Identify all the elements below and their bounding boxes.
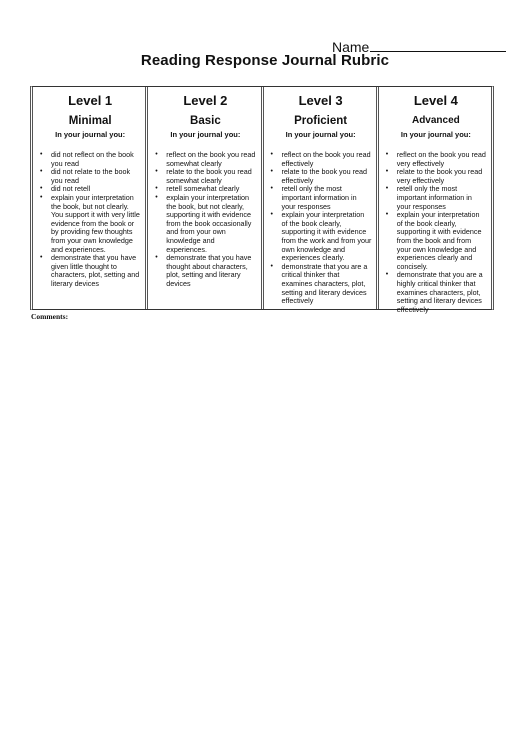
rubric-column-level-1 [33, 87, 148, 309]
criteria-item: • demonstrate that you are a critical thinker that examines characters, plot, setting and literary devices effectively [270, 263, 372, 306]
criteria-item: • relate to the book you read very effectively [385, 168, 487, 185]
criteria-list [270, 151, 372, 306]
criteria-item: • reflect on the book you read effectively [270, 151, 372, 168]
comments-label: Comments: [31, 312, 69, 321]
criteria-item: • retell only the most important information in your responses [385, 185, 487, 211]
criteria-list [154, 151, 256, 289]
rubric-column-level-2 [148, 87, 263, 309]
criteria-item: • demonstrate that you have given little thought to characters, plot, setting and literary devices [39, 254, 141, 288]
criteria-item: • reflect on the book you read very effectively [385, 151, 487, 168]
criteria-item: • explain your interpretation the book, but not clearly. You support it with very little evidence from the book or by providing few thoughts from your own knowledge and experiences. [39, 194, 141, 254]
criteria-item: • explain your interpretation of the book clearly, supporting it with evidence from the book and from your own knowledge and experiences clearly and concisely. [385, 211, 487, 271]
level-intro: In your journal you: [400, 130, 471, 139]
rubric-column-level-3 [264, 87, 379, 309]
rubric-column-level-4 [379, 87, 491, 314]
level-heading: Level 4 [413, 93, 458, 108]
criteria-item: • demonstrate that you have thought about characters, plot, setting and literary devices [154, 254, 256, 288]
level-intro: In your journal you: [170, 130, 241, 139]
criteria-item: • explain your interpretation the book, but not clearly, supporting it with evidence from the book occasionally and from your own knowledge and experiences. [154, 194, 256, 254]
criteria-item: • did not retell [39, 185, 141, 194]
criteria-item: • did not relate to the book you read [39, 168, 141, 185]
criteria-item: • relate to the book you read somewhat clearly [154, 168, 256, 185]
level-name: Advanced [411, 115, 460, 126]
criteria-item: • retell somewhat clearly [154, 185, 256, 194]
criteria-item: • explain your interpretation of the book clearly, supporting it with evidence from the work and from your own knowledge and experiences clearly. [270, 211, 372, 263]
level-heading: Level 3 [298, 93, 343, 108]
page-title: Reading Response Journal Rubric [140, 52, 390, 69]
level-name: Minimal [68, 115, 112, 127]
level-name: Proficient [294, 115, 348, 127]
rubric-table [30, 86, 494, 314]
criteria-item: • relate to the book you read effectively [270, 168, 372, 185]
name-blank-line[interactable] [370, 38, 506, 52]
level-intro: In your journal you: [55, 130, 126, 139]
criteria-item: • demonstrate that you are a highly critical thinker that examines characters, plot, setting and literary devices effectively [385, 271, 487, 314]
criteria-item: • retell only the most important information in your responses [270, 185, 372, 211]
level-heading: Level 1 [68, 93, 113, 108]
level-name: Basic [190, 115, 221, 127]
level-intro: In your journal you: [285, 130, 356, 139]
criteria-list [385, 151, 487, 314]
name-label: Name [332, 39, 370, 55]
criteria-item: • did not reflect on the book you read [39, 151, 141, 168]
criteria-list [39, 151, 141, 289]
criteria-item: • reflect on the book you read somewhat clearly [154, 151, 256, 168]
level-heading: Level 2 [183, 93, 228, 108]
